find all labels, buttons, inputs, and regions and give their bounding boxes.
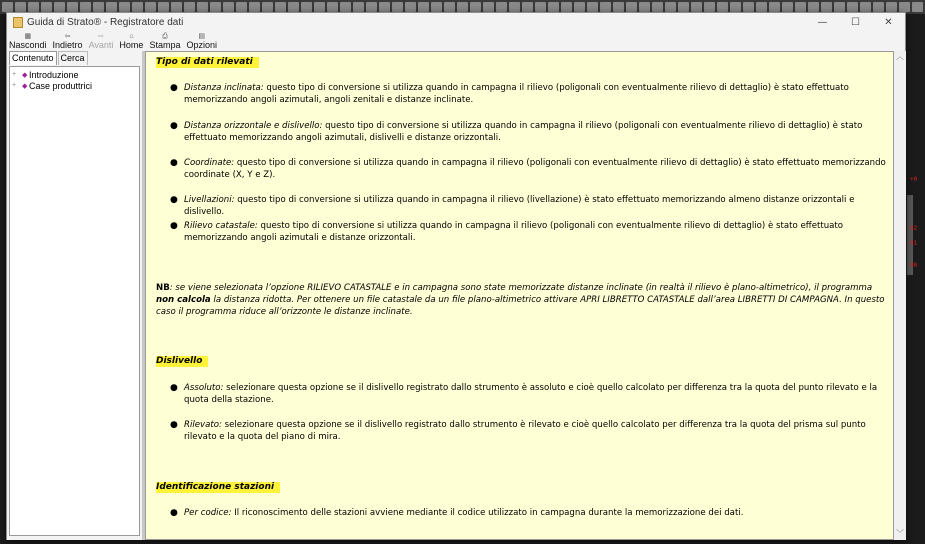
heading-identificazione-stazioni: Identificazione stazioni [156, 482, 280, 493]
bullet-icon: ● [170, 195, 178, 205]
printer-icon: ⎙ [162, 33, 168, 40]
background-marker: +0 [910, 176, 918, 183]
window-title: Guida di Strato® - Registratore dati [27, 17, 184, 28]
bullet-icon: ● [170, 508, 178, 518]
hide-icon: ▦ [24, 33, 32, 40]
bullet-icon: ● [170, 83, 178, 93]
list-item: ● Coordinate: questo tipo di conversione si utilizza quando in campagna il rilievo (poligonali con eventualmente rilievo di dettaglio) è stato effettuato memorizzando coordinate (X, Y e Z). [170, 158, 886, 180]
topic-content [145, 51, 894, 540]
home-icon: ⌂ [129, 33, 134, 40]
title-bar[interactable] [7, 13, 905, 32]
help-app-icon [13, 17, 23, 28]
close-button[interactable]: ✕ [884, 17, 893, 28]
scroll-up-icon[interactable]: ︿ [896, 52, 904, 61]
list-item: ● Assoluto: selezionare questa opzione se il dislivello registrato dallo strumento è assoluto e cioè quello calcolato per differenza tra la quota del punto rilevato e la quota della stazione. [170, 383, 878, 405]
options-icon: ▤ [198, 33, 206, 40]
bullet-icon: ● [170, 158, 178, 168]
expand-icon[interactable]: + [12, 71, 17, 78]
list-item: ● Livellazioni: questo tipo di conversione si utilizza quando in campagna il rilievo (livellazione) è stato effettuato memorizzando almeno distanze orizzontali e dislivello. [170, 195, 855, 217]
book-icon: ◆ [22, 71, 28, 79]
tree-item-introduzione[interactable]: + ◆ Introduzione [12, 69, 79, 80]
background-marker: 01 [910, 240, 918, 247]
back-button[interactable]: ⇦ Indietro [52, 33, 83, 50]
background-marker: 00 [910, 262, 918, 269]
options-button[interactable]: ▤ Opzioni [186, 33, 217, 50]
forward-button[interactable]: ⇨ Avanti [88, 33, 114, 50]
print-button[interactable]: ⎙ Stampa [149, 33, 181, 50]
tab-contenuto[interactable]: Contenuto [9, 51, 57, 65]
scroll-down-icon[interactable]: ﹀ [896, 529, 904, 538]
list-item: ● Distanza orizzontale e dislivello: questo tipo di conversione si utilizza quando in campagna il rilievo (poligonali con eventualmente rilievo di dettaglio) è stato effettuato memorizzando angoli azimutali, dislivelli e distanze orizzontali. [170, 121, 863, 143]
expand-icon[interactable]: + [12, 82, 17, 89]
content-scrollbar[interactable] [894, 51, 906, 540]
list-item: ● Distanza inclinata: questo tipo di conversione si utilizza quando in campagna il rilievo (poligonali con eventualmente rilievo di dettaglio) è stato effettuato memorizzando angoli azimutali, angoli zenitali e distanze inclinate. [170, 83, 849, 105]
bullet-icon: ● [170, 420, 178, 430]
tab-cerca[interactable]: Cerca [58, 51, 88, 65]
background-marker: 02 [910, 225, 918, 232]
bullet-icon: ● [170, 383, 178, 393]
bullet-icon: ● [170, 121, 178, 131]
help-window [6, 12, 906, 540]
heading-tipo-dati: Tipo di dati rilevati [156, 57, 259, 68]
forward-arrow-icon: ⇨ [98, 33, 104, 40]
bullet-icon: ● [170, 221, 178, 231]
maximize-button[interactable]: ☐ [851, 17, 860, 28]
list-item: ● Rilevato: selezionare questa opzione se il dislivello registrato dallo strumento è rilevato e cioè quello calcolato per differenza tra la quota del prisma sul punto rilevato e la quota del piano di mira. [170, 420, 866, 442]
back-arrow-icon: ⇦ [64, 33, 71, 40]
toolbar [7, 32, 905, 51]
contents-tree [9, 66, 140, 536]
list-item: ● Per codice: Il riconoscimento delle stazioni avviene mediante il codice utilizzato in campagna durante la memorizzazione dei dati. [170, 508, 744, 518]
nb-note: NB: se viene selezionata l’opzione RILIEVO CATASTALE e in campagna sono state memorizzate distanze inclinate (in realtà il rilievo è plano-altimetrico), il programma non calcola la distanza ridotta. Per ottenere un file catastale da un file plano-altimetrico attivare APRI LIBRETTO CATASTALE dall’area LIBRETTI DI CAMPAGNA. In questo caso il programma riduce all’orizzonte le distanze inclinate. [156, 283, 885, 317]
home-button[interactable]: ⌂ Home [119, 33, 144, 50]
list-item: ● Rilievo catastale: questo tipo di conversione si utilizza quando in campagna il rilievo (poligonali con eventualmente rilievo di dettaglio) è stato effettuato memorizzando angoli azimutali e distanze orizzontali. [170, 221, 844, 243]
tree-item-case-produttrici[interactable]: + ◆ Case produttrici [12, 80, 93, 91]
minimize-button[interactable]: — [817, 17, 828, 28]
hide-button[interactable]: ▦ Nascondi [9, 33, 47, 50]
book-icon: ◆ [22, 82, 28, 90]
navigation-pane [7, 51, 142, 540]
heading-dislivello: Dislivello [156, 356, 208, 367]
